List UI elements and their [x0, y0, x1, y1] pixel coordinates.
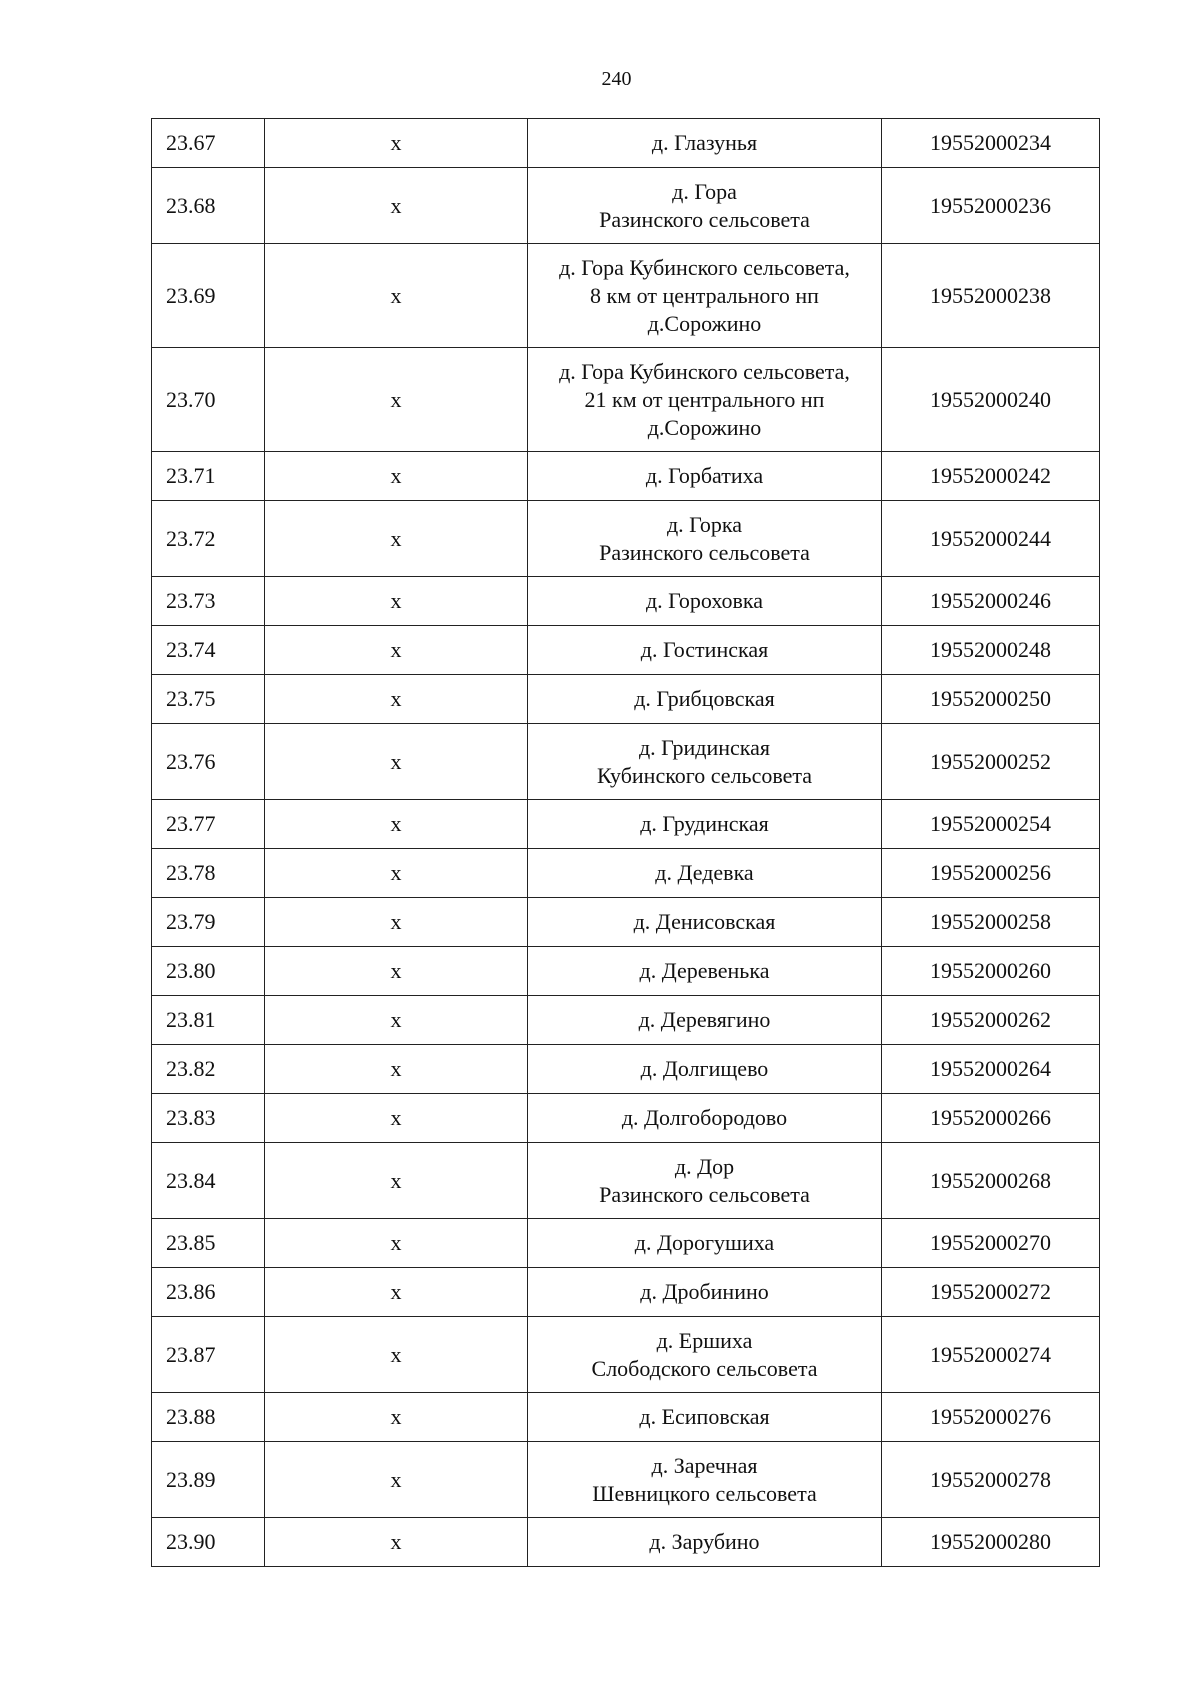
settlement-code: 19552000244 — [882, 501, 1100, 577]
settlement-name — [528, 1143, 882, 1219]
settlement-name — [528, 800, 882, 849]
settlement-code: 19552000268 — [882, 1143, 1100, 1219]
settlement-name-line: д. Гридинская — [638, 734, 771, 760]
settlement-name-line: д. Зарубино — [649, 1529, 760, 1554]
settlement-code: 19552000234 — [882, 119, 1100, 168]
settlement-code: 19552000278 — [882, 1442, 1100, 1518]
settlement-code: 19552000262 — [882, 996, 1100, 1045]
row-mark: х — [265, 800, 528, 849]
row-number: 23.88 — [152, 1393, 265, 1442]
row-number: 23.73 — [152, 577, 265, 626]
table-row — [152, 724, 1100, 800]
settlement-code: 19552000248 — [882, 626, 1100, 675]
settlement-code: 19552000242 — [882, 452, 1100, 501]
settlement-name-line: д. Ершиха — [656, 1327, 753, 1353]
settlement-name — [528, 1393, 882, 1442]
settlement-name-line: д. Дор — [674, 1153, 735, 1179]
row-number: 23.75 — [152, 675, 265, 724]
settlement-name — [528, 1317, 882, 1393]
row-mark: х — [265, 996, 528, 1045]
settlement-code: 19552000280 — [882, 1518, 1100, 1567]
settlement-name — [528, 996, 882, 1045]
row-number: 23.81 — [152, 996, 265, 1045]
table-row — [152, 800, 1100, 849]
settlement-name-line: Разинского сельсовета — [599, 1181, 810, 1207]
settlement-name-line: д. Деревягино — [638, 1007, 771, 1032]
row-mark: х — [265, 1268, 528, 1317]
settlement-name-line: д. Денисовская — [633, 909, 776, 934]
table-row — [152, 168, 1100, 244]
settlement-name — [528, 724, 882, 800]
settlement-name — [528, 1045, 882, 1094]
settlement-code: 19552000258 — [882, 898, 1100, 947]
table-row — [152, 1393, 1100, 1442]
row-mark: х — [265, 348, 528, 452]
row-number: 23.67 — [152, 119, 265, 168]
settlement-name-line: д. Долгищево — [640, 1056, 769, 1081]
row-mark: х — [265, 626, 528, 675]
table-row — [152, 996, 1100, 1045]
table-row — [152, 1094, 1100, 1143]
settlement-name — [528, 1094, 882, 1143]
settlement-name-line: д. Гора Кубинского сельсовета, — [559, 254, 850, 280]
settlement-code: 19552000256 — [882, 849, 1100, 898]
row-number: 23.74 — [152, 626, 265, 675]
settlement-name-line: д. Есиповская — [639, 1404, 770, 1429]
settlement-name-line: Разинского сельсовета — [599, 206, 810, 232]
table-row — [152, 1143, 1100, 1219]
settlement-name-line: д. Глазунья — [651, 130, 758, 155]
row-number: 23.89 — [152, 1442, 265, 1518]
row-number: 23.85 — [152, 1219, 265, 1268]
settlement-code: 19552000266 — [882, 1094, 1100, 1143]
settlement-code: 19552000276 — [882, 1393, 1100, 1442]
settlements-table — [151, 118, 1100, 1567]
settlement-name — [528, 244, 882, 348]
row-mark: х — [265, 452, 528, 501]
table-row — [152, 348, 1100, 452]
table-row — [152, 1219, 1100, 1268]
row-number: 23.71 — [152, 452, 265, 501]
table-row — [152, 626, 1100, 675]
settlement-name-line: Кубинского сельсовета — [596, 762, 813, 788]
row-mark: х — [265, 119, 528, 168]
settlement-name-line: д. Горка — [666, 511, 743, 537]
settlement-name-line: Разинского сельсовета — [599, 539, 810, 565]
settlement-name — [528, 849, 882, 898]
row-mark: х — [265, 1393, 528, 1442]
settlement-name-line: 8 км от центрального нп — [590, 282, 819, 308]
row-number: 23.87 — [152, 1317, 265, 1393]
table-row — [152, 577, 1100, 626]
row-number: 23.82 — [152, 1045, 265, 1094]
row-number: 23.68 — [152, 168, 265, 244]
settlement-name-line: д. Гора — [672, 178, 737, 204]
settlement-name — [528, 119, 882, 168]
settlement-code: 19552000240 — [882, 348, 1100, 452]
settlement-name-line: д. Дорогушиха — [634, 1230, 775, 1255]
settlement-name-line: д. Гора Кубинского сельсовета, — [559, 358, 850, 384]
settlement-code: 19552000274 — [882, 1317, 1100, 1393]
settlement-name-line: д. Грибцовская — [634, 686, 775, 711]
settlement-name — [528, 577, 882, 626]
row-number: 23.83 — [152, 1094, 265, 1143]
settlement-name — [528, 1518, 882, 1567]
table-row — [152, 452, 1100, 501]
settlement-name-line: д.Сорожино — [647, 310, 762, 336]
row-mark: х — [265, 1045, 528, 1094]
row-mark: х — [265, 724, 528, 800]
row-mark: х — [265, 1143, 528, 1219]
settlement-name — [528, 168, 882, 244]
settlement-name-line: 21 км от центрального нп — [584, 386, 825, 412]
table-row — [152, 1045, 1100, 1094]
settlement-name — [528, 1268, 882, 1317]
settlement-name — [528, 1442, 882, 1518]
row-mark: х — [265, 898, 528, 947]
row-mark: х — [265, 577, 528, 626]
row-mark: х — [265, 1442, 528, 1518]
table-row — [152, 1317, 1100, 1393]
table-row — [152, 947, 1100, 996]
settlement-name-line: Шевницкого сельсовета — [592, 1480, 817, 1506]
settlement-name — [528, 675, 882, 724]
row-number: 23.90 — [152, 1518, 265, 1567]
row-number: 23.78 — [152, 849, 265, 898]
settlement-name-line: д. Горбатиха — [645, 463, 764, 488]
row-mark: х — [265, 1317, 528, 1393]
row-mark: х — [265, 947, 528, 996]
row-number: 23.69 — [152, 244, 265, 348]
table-row — [152, 898, 1100, 947]
table-row — [152, 1268, 1100, 1317]
row-mark: х — [265, 1219, 528, 1268]
settlement-code: 19552000252 — [882, 724, 1100, 800]
settlement-code: 19552000250 — [882, 675, 1100, 724]
settlement-name-line: Слободского сельсовета — [591, 1355, 818, 1381]
table-row — [152, 501, 1100, 577]
settlement-name-line: д. Дедевка — [655, 860, 754, 885]
settlement-name — [528, 947, 882, 996]
row-mark: х — [265, 849, 528, 898]
row-number: 23.86 — [152, 1268, 265, 1317]
table-row — [152, 1442, 1100, 1518]
row-number: 23.70 — [152, 348, 265, 452]
settlement-code: 19552000236 — [882, 168, 1100, 244]
row-mark: х — [265, 1518, 528, 1567]
settlement-name-line: д. Долгобородово — [621, 1105, 788, 1130]
settlement-name — [528, 501, 882, 577]
table-body — [152, 119, 1100, 1567]
row-number: 23.79 — [152, 898, 265, 947]
row-number: 23.80 — [152, 947, 265, 996]
row-number: 23.84 — [152, 1143, 265, 1219]
settlement-code: 19552000238 — [882, 244, 1100, 348]
settlement-name — [528, 452, 882, 501]
row-mark: х — [265, 244, 528, 348]
settlement-name-line: д. Гостинская — [640, 637, 769, 662]
settlement-code: 19552000270 — [882, 1219, 1100, 1268]
table-row — [152, 244, 1100, 348]
settlement-name — [528, 348, 882, 452]
row-mark: х — [265, 168, 528, 244]
settlement-code: 19552000272 — [882, 1268, 1100, 1317]
settlement-name-line: д.Сорожино — [647, 414, 762, 440]
settlement-name-line: д. Грудинская — [640, 811, 769, 836]
settlement-name-line: д. Деревенька — [639, 958, 770, 983]
settlement-name — [528, 898, 882, 947]
settlement-name-line: д. Дробинино — [640, 1279, 769, 1304]
row-mark: х — [265, 675, 528, 724]
settlement-name — [528, 1219, 882, 1268]
settlement-code: 19552000260 — [882, 947, 1100, 996]
settlement-code: 19552000254 — [882, 800, 1100, 849]
page-number: 240 — [601, 68, 632, 90]
settlement-name-line: д. Заречная — [651, 1452, 758, 1478]
settlement-code: 19552000246 — [882, 577, 1100, 626]
table-row — [152, 849, 1100, 898]
settlement-name — [528, 626, 882, 675]
settlement-name-line: д. Гороховка — [645, 588, 764, 613]
table-row — [152, 119, 1100, 168]
settlement-code: 19552000264 — [882, 1045, 1100, 1094]
row-number: 23.72 — [152, 501, 265, 577]
row-mark: х — [265, 501, 528, 577]
row-number: 23.76 — [152, 724, 265, 800]
table-row — [152, 675, 1100, 724]
row-number: 23.77 — [152, 800, 265, 849]
table-row — [152, 1518, 1100, 1567]
row-mark: х — [265, 1094, 528, 1143]
